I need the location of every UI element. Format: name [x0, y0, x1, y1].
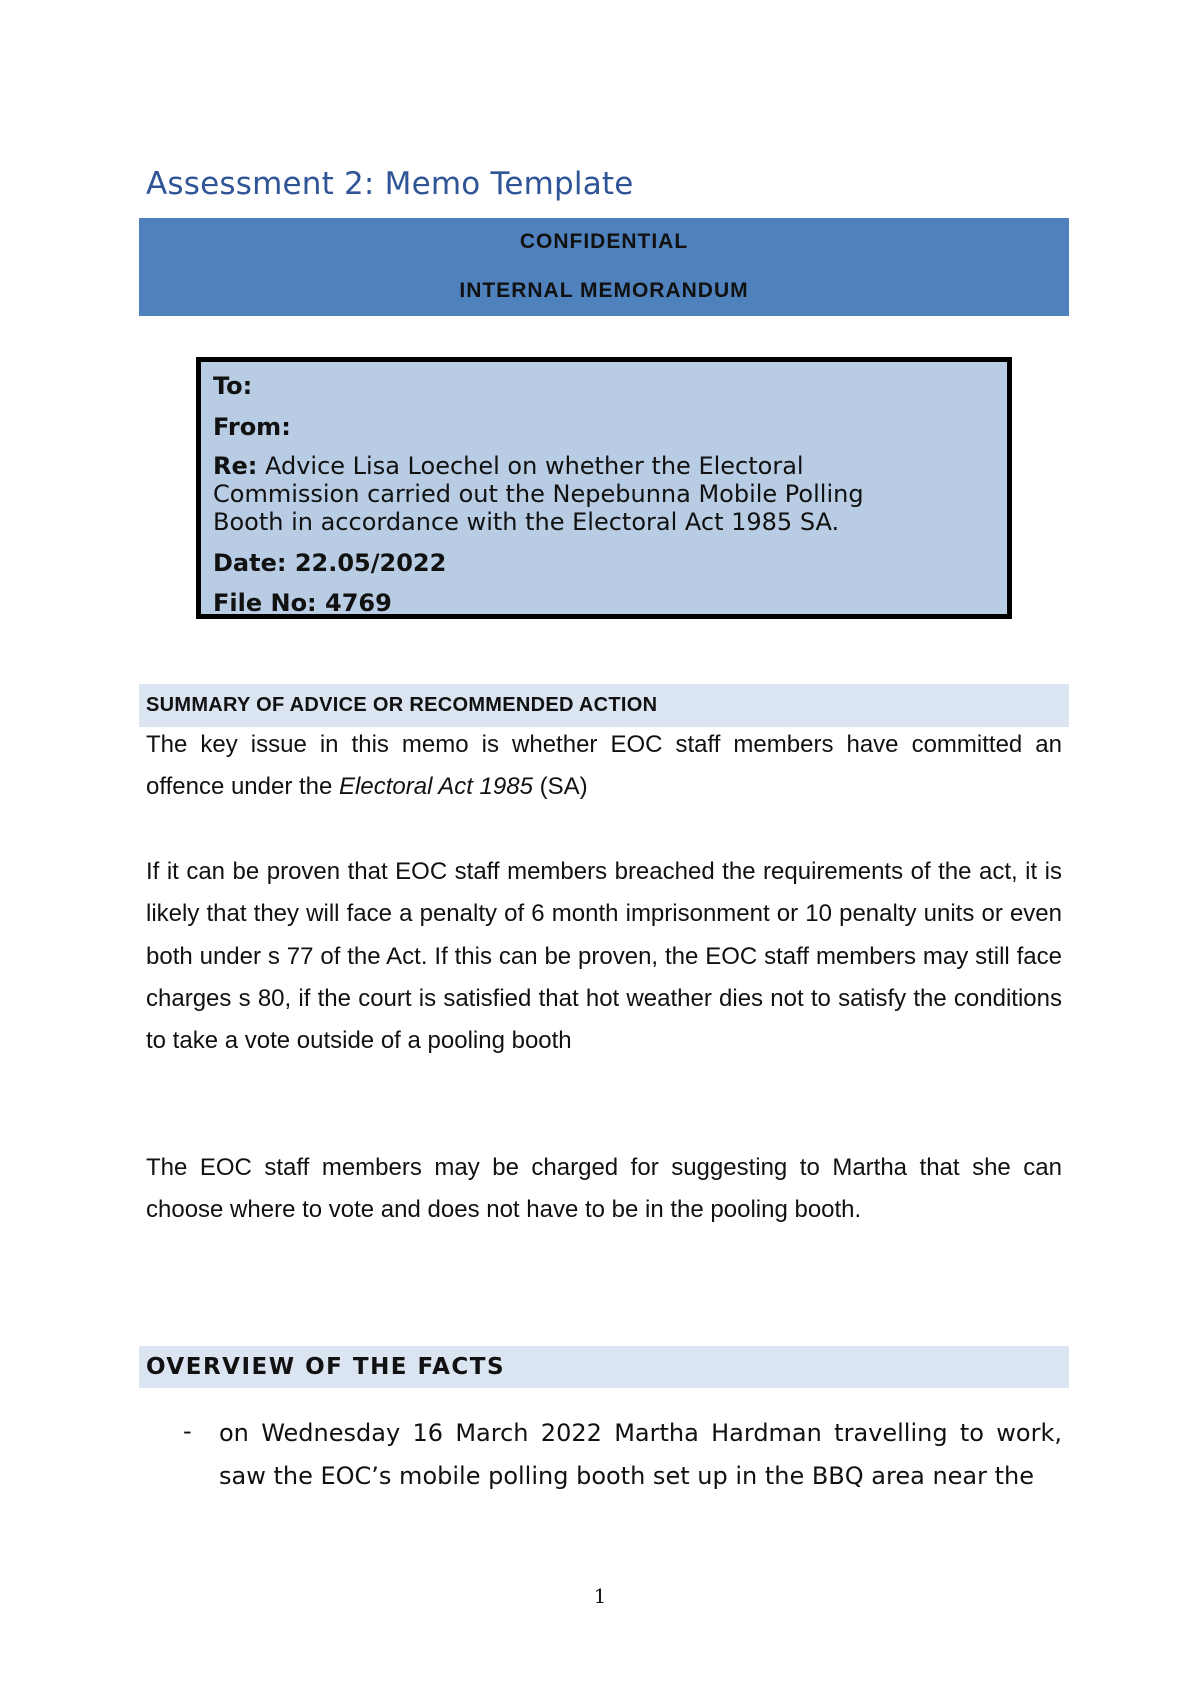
memo-re-label: Re:: [213, 452, 258, 480]
facts-bullet-1: on Wednesday 16 March 2022 Martha Hardman travelling to work, saw the EOC’s mobile polling booth set up in the BBQ area near the: [219, 1419, 1062, 1490]
summary-heading: SUMMARY OF ADVICE OR RECOMMENDED ACTION: [139, 684, 1069, 727]
memo-re-line1: Re: Advice Lisa Loechel on whether the Electoral: [213, 452, 804, 480]
page-title: Assessment 2: Memo Template: [146, 166, 634, 202]
banner-internal-memorandum: INTERNAL MEMORANDUM: [459, 279, 749, 302]
summary-paragraph-1: The key issue in this memo is whether EOC staff members have committed an offence under the Electoral Act 1985 (SA): [146, 731, 1062, 801]
memo-re-line3: Booth in accordance with the Electoral Act 1985 SA.: [213, 508, 840, 536]
banner-confidential: CONFIDENTIAL: [519, 230, 689, 253]
summary-paragraph-3: The EOC staff members may be charged for suggesting to Martha that she can choose where to vote and does not have to be in the pooling booth.: [146, 1154, 1062, 1224]
memo-re-line2: Commission carried out the Nepebunna Mobile Polling: [213, 480, 864, 508]
facts-heading: OVERVIEW OF THE FACTS: [139, 1346, 1069, 1388]
memo-file-no: File No: 4769: [213, 589, 392, 617]
page-number: 1: [593, 1584, 607, 1608]
act-name: Electoral Act 1985: [339, 773, 533, 801]
summary-paragraph-2: If it can be proven that EOC staff members breached the requirements of the act, it is likely that they will face a penalty of 6 month imprisonment or 10 penalty units or even both under s 77 of the Act. If this can be proven, the EOC staff members may still face charges s 80, if the court is satisfied that hot weather dies not to satisfy the conditions to take a vote outside of a pooling booth: [146, 858, 1062, 1055]
memo-banner: [139, 218, 1069, 316]
bullet-marker: -: [183, 1417, 192, 1445]
memo-to: To:: [213, 372, 253, 400]
memo-date: Date: 22.05/2022: [213, 549, 447, 577]
memo-header-box: [196, 357, 1012, 619]
memo-from: From:: [213, 413, 291, 441]
